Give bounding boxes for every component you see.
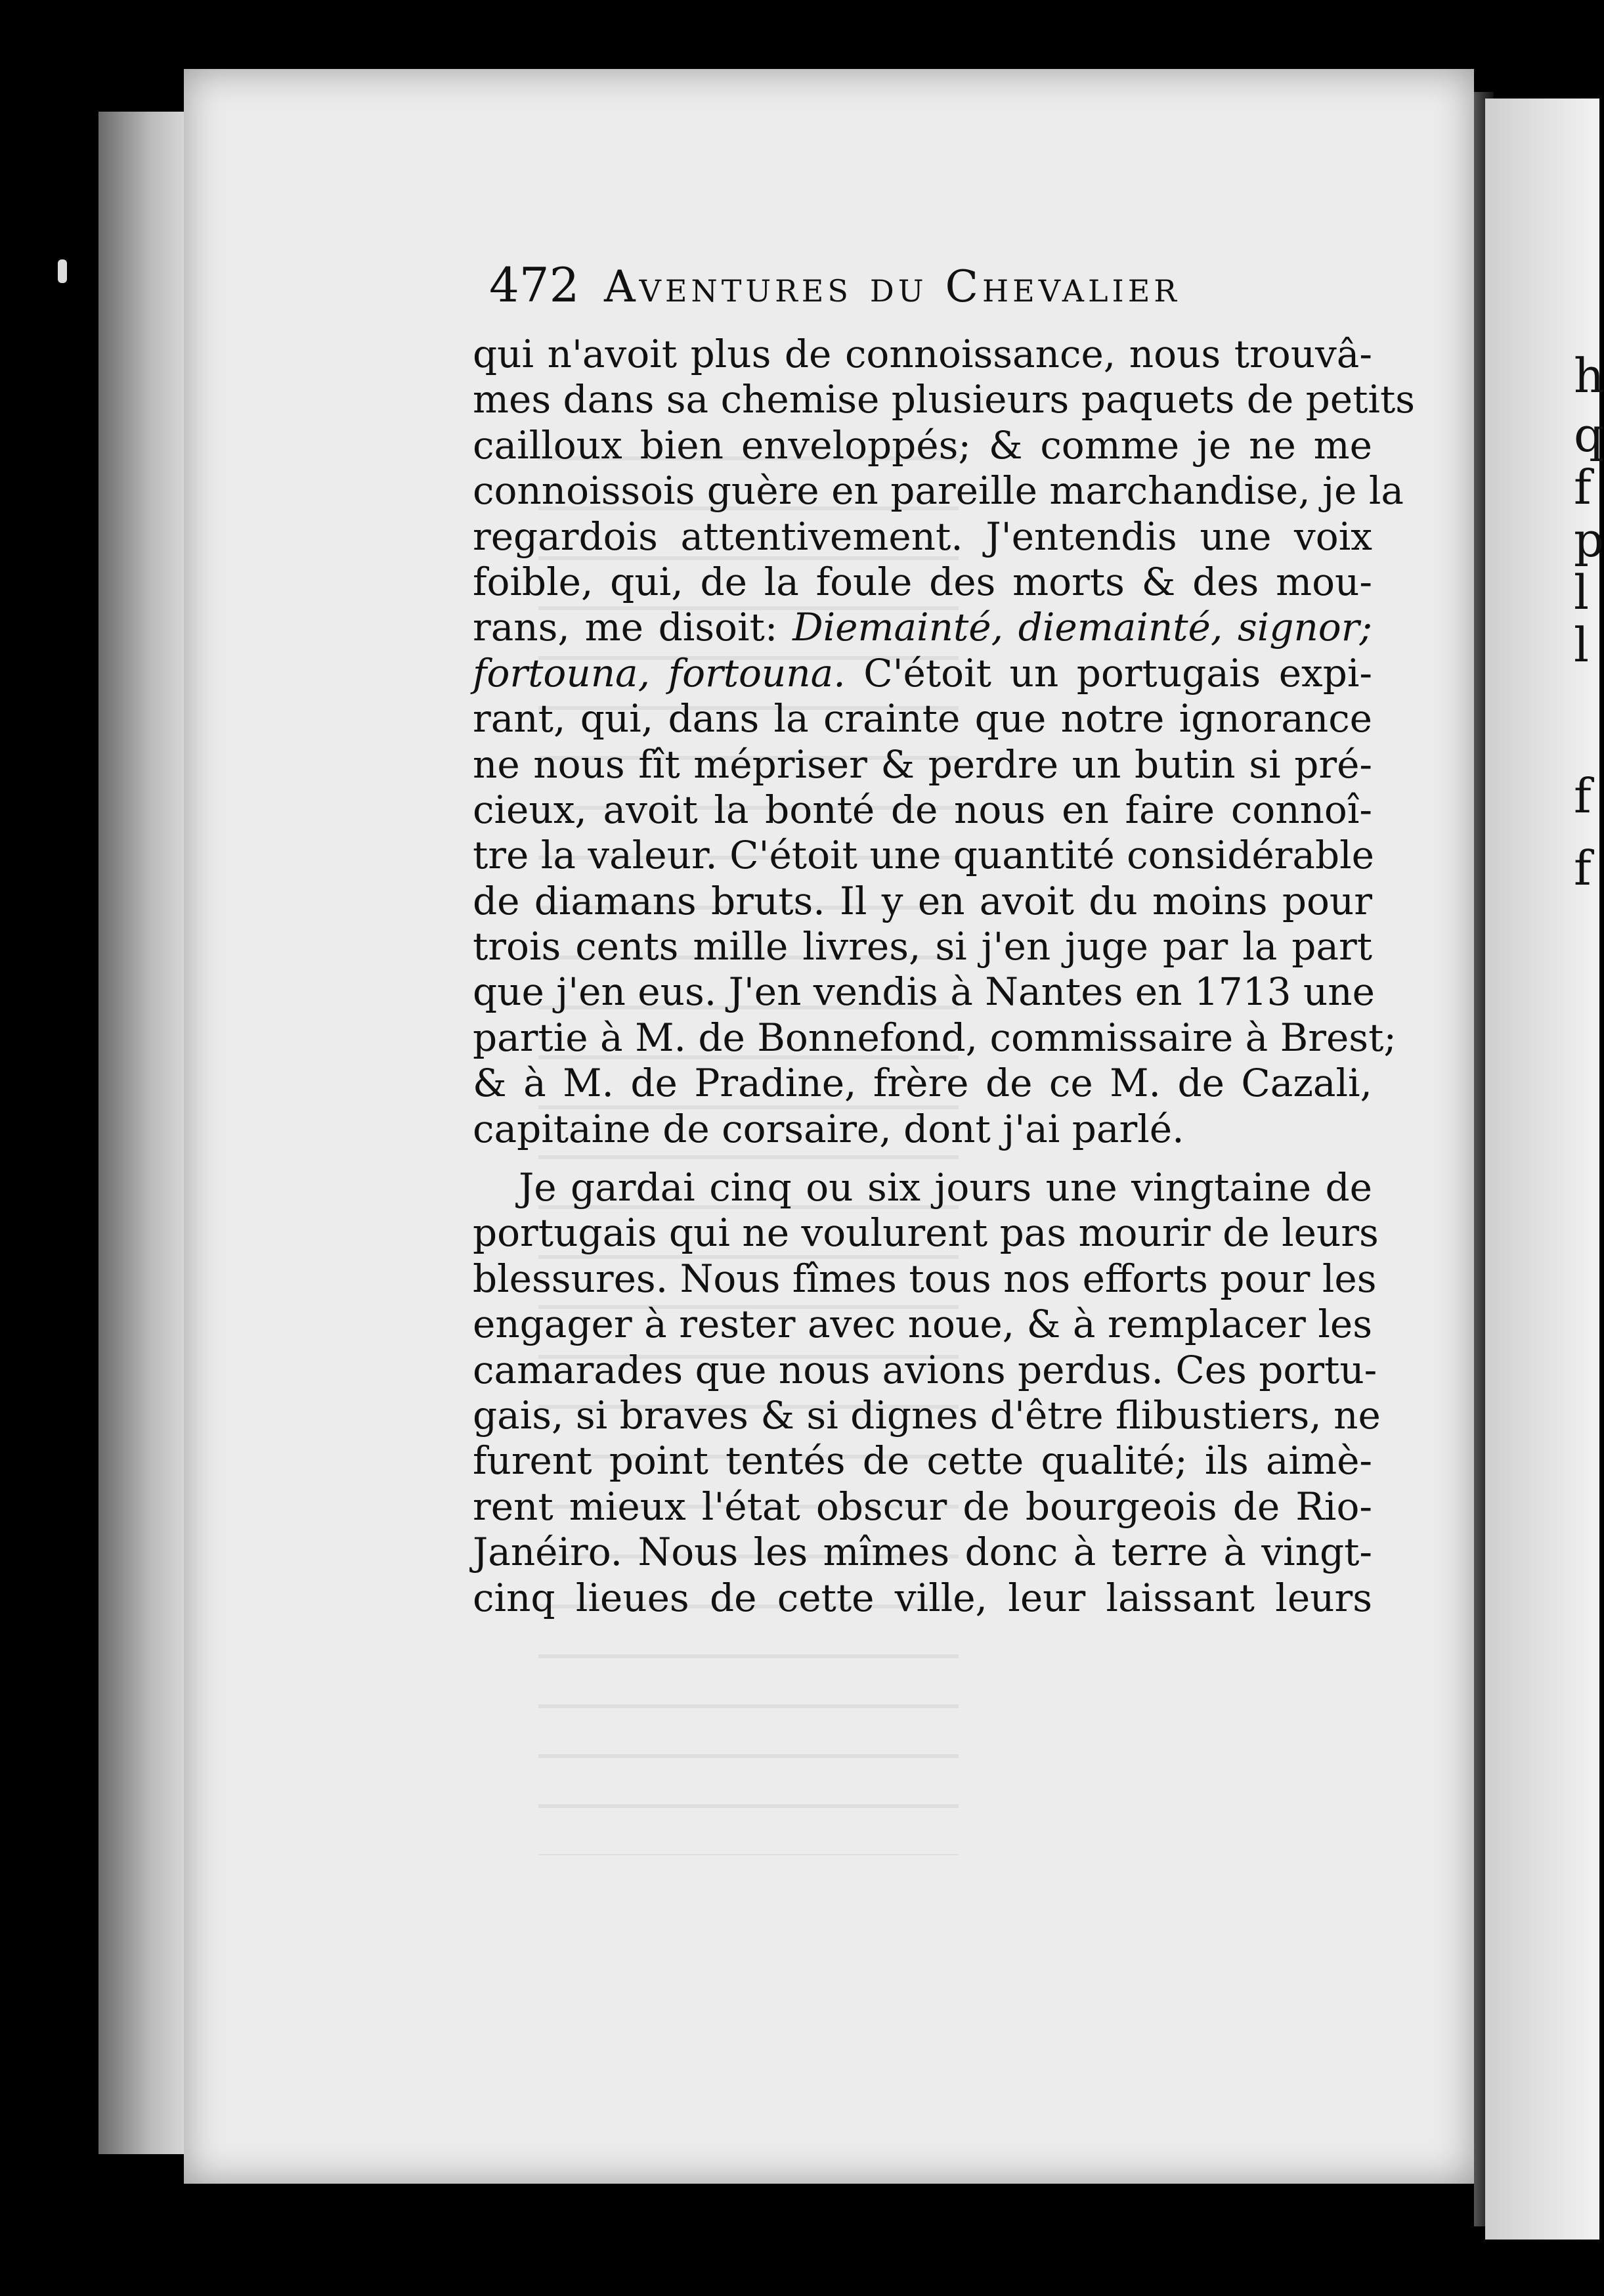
text-line: blessures. Nous fîmes tous nos efforts pour les [473,1256,1377,1301]
page-header [489,257,1277,330]
facing-page-glyph: l [1574,617,1590,673]
previous-page-edge [98,112,190,2154]
text-fragment: rans, me disoit: [473,605,778,650]
text-line: capitaine de corsaire, dont j'ai parlé. [473,1106,1184,1151]
facing-page-glyph: p [1574,512,1604,567]
text-line-mixed [473,605,1372,650]
text-line: tre la valeur. C'étoit une quantité considérable [473,833,1374,878]
text-line: camarades que nous avions perdus. Ces portu- [473,1347,1377,1392]
facing-page-glyph: f [1574,768,1592,824]
body-text [473,332,1416,1621]
facing-page-glyph: h [1574,348,1604,403]
text-line: rant, qui, dans la crainte que notre ignorance [473,696,1372,741]
binding-mark [58,259,67,283]
text-line: mes dans sa chemise plusieurs paquets de petits [473,377,1416,422]
facing-page-glyph: q [1574,407,1604,462]
text-line: portugais qui ne voulurent pas mourir de leurs [473,1210,1379,1256]
facing-page-glyph: f [1574,460,1592,515]
page-number: 472 [489,257,580,313]
text-line: trois cents mille livres, si j'en juge par la part [473,924,1372,969]
text-line: foible, qui, de la foule des morts & des mou- [473,559,1372,604]
text-line: cieux, avoit la bonté de nous en faire connoî- [473,787,1372,832]
text-line: partie à M. de Bonnefond, commissaire à Brest; [473,1015,1397,1060]
italic-phrase: Diemainté, diemainté, signor; [792,605,1372,650]
text-line: furent point tentés de cette qualité; ils aimè- [473,1438,1372,1484]
text-line: cailloux bien enveloppés; & comme je ne me [473,422,1372,468]
text-line: connoissois guère en pareille marchandise, je la [473,468,1404,514]
text-line: engager à rester avec noue, & à remplacer les [473,1302,1372,1347]
text-line-mixed [473,651,1372,696]
text-line: que j'en eus. J'en vendis à Nantes en 1713 une [473,969,1375,1015]
running-title: Aventures du Chevalier [604,261,1181,312]
facing-page-edge [1485,99,1604,2240]
facing-page-glyph: l [1574,565,1590,620]
text-fragment: C'étoit un portugais expi- [863,650,1373,695]
paragraph-gap [473,1152,1372,1165]
text-line: ne nous fît mépriser & perdre un butin si pré- [473,741,1372,787]
text-line: Je gardai cinq ou six jours une vingtaine de [519,1165,1372,1210]
text-line: regardois attentivement. J'entendis une voix [473,514,1372,559]
text-line: cinq lieues de cette ville, leur laissant leurs [473,1575,1372,1620]
text-line: qui n'avoit plus de connoissance, nous trouvâ- [473,332,1372,376]
text-line: & à M. de Pradine, frère de ce M. de Cazali, [473,1061,1372,1106]
italic-phrase: fortouna, fortouna. [473,650,846,695]
text-line: Janéiro. Nous les mîmes donc à terre à vingt- [473,1530,1372,1575]
facing-page-glyph: f [1574,841,1592,896]
text-line: de diamans bruts. Il y en avoit du moins pour [473,878,1372,923]
text-line: rent mieux l'état obscur de bourgeois de Rio- [473,1484,1372,1529]
text-line: gais, si braves & si dignes d'être flibustiers, ne [473,1392,1381,1438]
